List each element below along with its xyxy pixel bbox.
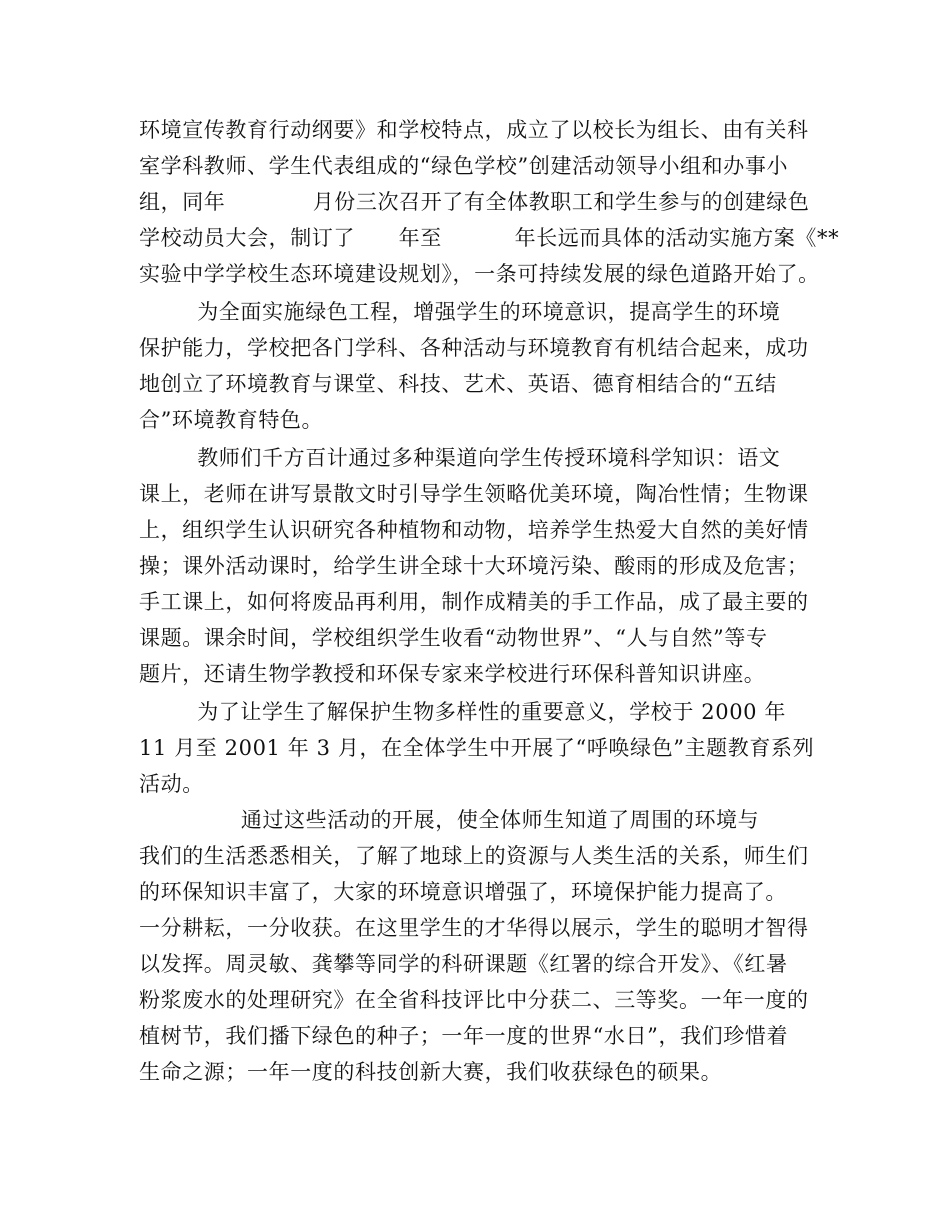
body-text-line: 以发挥。周灵敏、龚攀等同学的科研课题《红署的综合开发》、《红暑 [139, 952, 788, 976]
body-text-line: 粉浆废水的处理研究》在全省科技评比中分获二、三等奖。一年一度的 [139, 988, 809, 1012]
body-text-line: 课题。课余时间，学校组织学生收看“动物世界”、“人与自然”等专 [139, 626, 768, 650]
body-text-line: 教师们千方百计通过多种渠道向学生传授环境科学知识：语文 [139, 446, 781, 470]
body-text-line: 实验中学学校生态环境建设规划》，一条可持续发展的绿色道路开始了。 [139, 262, 820, 286]
body-text-line: 组，同年 月份三次召开了有全体教职工和学生参与的创建绿色 [139, 190, 810, 214]
body-text-line: 操；课外活动课时，给学生讲全球十大环境污染、酸雨的形成及危害； [139, 554, 809, 578]
body-text-line: 题片，还请生物学教授和环保专家来学校进行环保科普知识讲座。 [139, 662, 766, 686]
body-text-line: 植树节，我们播下绿色的种子；一年一度的世界“水日”，我们珍惜着 [139, 1024, 789, 1048]
body-text-line: 上，组织学生认识研究各种植物和动物，培养学生热爱大自然的美好情 [139, 518, 809, 542]
body-text-line: 的环保知识丰富了，大家的环境意识增强了，环境保护能力提高了。 [139, 880, 787, 904]
body-text-line: 合”环境教育特色。 [139, 408, 324, 432]
body-text-line: 11 月至 2001 年 3 月，在全体学生中开展了“呼唤绿色”主题教育系列 [139, 736, 815, 760]
body-text-line: 为全面实施绿色工程，增强学生的环境意识，提高学生的环境 [139, 300, 781, 324]
body-text-line: 通过这些活动的开展，使全体师生知道了周围的环境与 [139, 808, 760, 832]
body-text-line: 环境宣传教育行动纲要》和学校特点，成立了以校长为组长、由有关科 [139, 118, 809, 142]
body-text-line: 手工课上，如何将废品再利用，制作成精美的手工作品，成了最主要的 [139, 590, 809, 614]
body-text-line: 课上，老师在讲写景散文时引导学生领略优美环境，陶冶性情；生物课 [139, 482, 809, 506]
body-text-line: 室学科教师、学生代表组成的“绿色学校”创建活动领导小组和办事小 [139, 154, 789, 178]
body-text-line: 学校动员大会，制订了 年至 年长远而具体的活动实施方案《** [139, 226, 840, 250]
body-text-line: 活动。 [139, 772, 204, 796]
body-text-line: 生命之源；一年一度的科技创新大赛，我们收获绿色的硕果。 [139, 1060, 723, 1084]
body-text-line: 我们的生活悉悉相关，了解了地球上的资源与人类生活的关系，师生们 [139, 844, 809, 868]
body-text-line: 一分耕耘，一分收获。在这里学生的才华得以展示，学生的聪明才智得 [139, 916, 809, 940]
body-text-line: 地创立了环境教育与课堂、科技、艺术、英语、德育相结合的“五结 [139, 372, 777, 396]
body-text-line: 保护能力，学校把各门学科、各种活动与环境教育有机结合起来，成功 [139, 336, 809, 360]
body-text-line: 为了让学生了解保护生物多样性的重要意义，学校于 2000 年 [139, 700, 786, 724]
